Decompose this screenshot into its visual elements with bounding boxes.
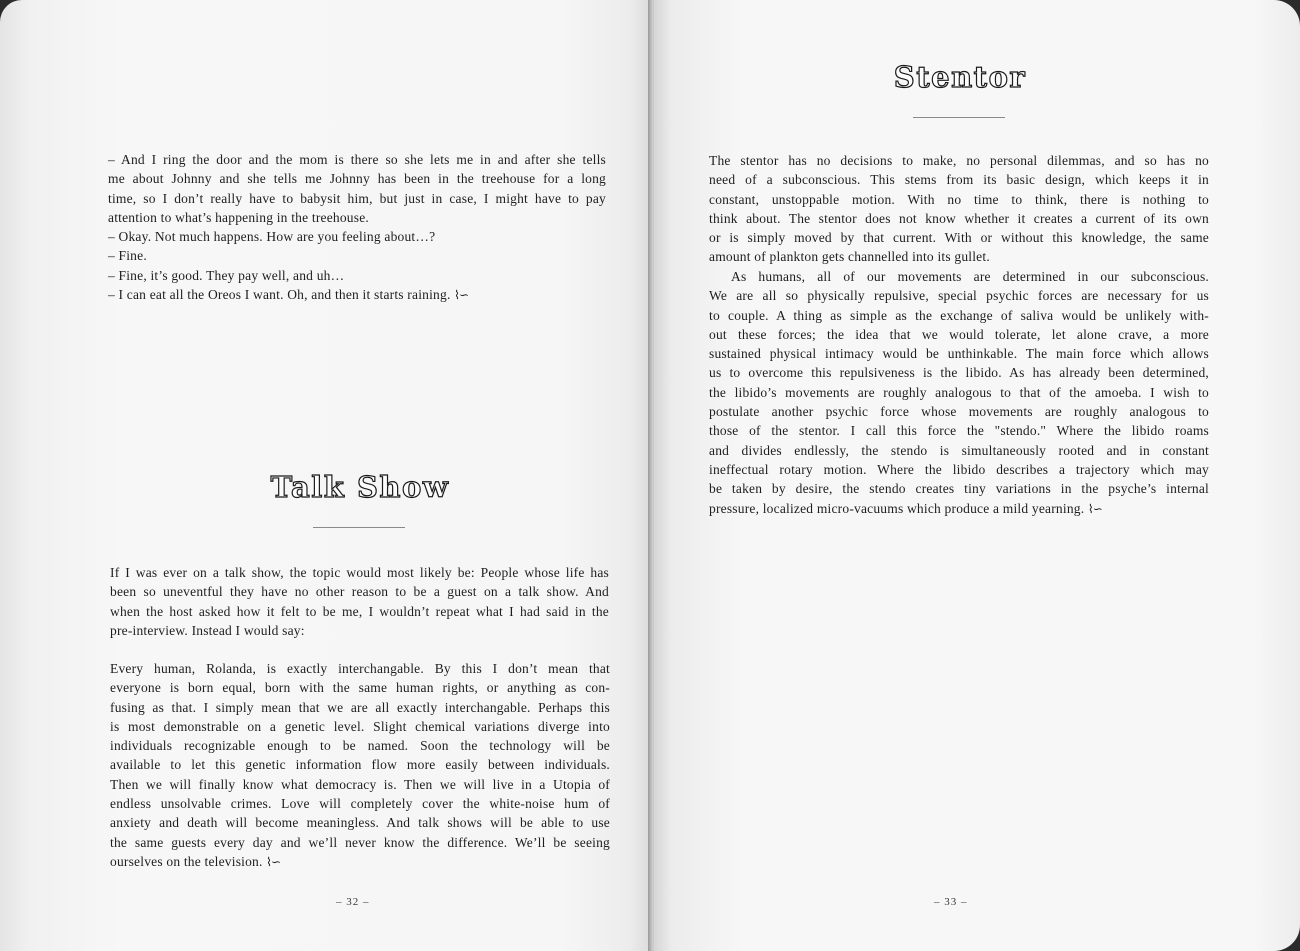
text-line: postulate another psychic force whose movements are roughly analogous to: [709, 404, 1209, 420]
talk-show-paragraph-1: [110, 563, 609, 640]
text-line: [110, 852, 610, 872]
text-line: me about Johnny and she tells me Johnny has been in the treehouse for a long: [108, 171, 606, 187]
text-line: and divides endlessly, the stendo is simultaneously rooted and in constant: [709, 442, 1209, 458]
text-line-content: – I can eat all the Oreos I want. Oh, and then it starts raining.: [108, 287, 451, 303]
text-line: be taken by desire, the stendo creates tiny variations in the psyche’s internal: [709, 481, 1209, 497]
text-line: the same guests every day and we’ll never know the difference. We’ll be seeing: [110, 834, 610, 850]
text-line: [108, 285, 606, 305]
text-line: pre-interview. Instead I would say:: [110, 622, 305, 638]
title-rule: [313, 527, 405, 528]
text-line: Every human, Rolanda, is exactly interchangable. By this I don’t mean that: [110, 661, 610, 676]
text-line: – Fine, it’s good. They pay well, and uh…: [108, 267, 345, 283]
text-line: is most demonstrable on a genetic level. Slight chemical variations diverge into: [110, 718, 610, 734]
text-line: the libido’s movements are roughly analogous to that of the amoeba. I wish to: [709, 384, 1209, 400]
page-number: – 32 –: [336, 896, 370, 908]
section-title-talk-show: Talk Show: [270, 470, 450, 504]
text-line: If I was ever on a talk show, the topic would most likely be: People whose life has: [110, 565, 609, 580]
text-line: need of a subconscious. This stems from its basic design, which keeps it in: [709, 172, 1209, 188]
text-line: sustained physical intimacy would be unthinkable. The main force which allows: [709, 346, 1209, 362]
text-line: been so uneventful they have no other reason to be a guest on a talk show. And: [110, 584, 609, 600]
right-page: [654, 0, 1300, 951]
text-line: anxiety and death will become meaningless. And talk shows will be able to use: [110, 815, 610, 831]
text-line: [709, 499, 1209, 519]
text-line: available to let this genetic information flow more easily between individuals.: [110, 757, 610, 773]
text-line: to couple. A thing as simple as the exchange of saliva would be unlikely with-: [709, 307, 1209, 323]
text-line: individuals recognizable enough to be named. Soon the technology will be: [110, 738, 610, 754]
stentor-paragraph-2: [709, 267, 1209, 519]
text-line: endless unsolvable crimes. Love will completely cover the white-noise hum of: [110, 796, 610, 812]
text-line: everyone is born equal, born with the same human rights, or anything as con-: [110, 680, 610, 696]
text-line: ineffectual rotary motion. Where the libido describes a trajectory which may: [709, 461, 1209, 477]
text-line: or is simply moved by that current. With or without this knowledge, the same: [709, 230, 1209, 246]
text-line: Then we will finally know what democracy is. Then we will live in a Utopia of: [110, 776, 610, 792]
text-line: amount of plankton gets channelled into its gullet.: [709, 249, 990, 265]
text-line: out these forces; the idea that we would tolerate, let alone crave, a more: [709, 326, 1209, 342]
text-line: We are all so physically repulsive, special psychic forces are necessary for us: [709, 288, 1209, 304]
text-line: fusing as that. I simply mean that we are all exactly interchangable. Perhaps this: [110, 699, 610, 715]
section-title-stentor: Stentor: [893, 60, 1027, 94]
end-ornament-icon: ⌇∽: [266, 854, 281, 869]
text-line: when the host asked how it felt to be me, I wouldn’t repeat what I had said in the: [110, 603, 609, 619]
text-line-content: ourselves on the television.: [110, 853, 263, 869]
text-line: attention to what’s happening in the treehouse.: [108, 209, 369, 225]
title-rule: [913, 117, 1005, 118]
text-line: – Okay. Not much happens. How are you feeling about…?: [108, 229, 436, 245]
end-ornament-icon: ⌇∽: [454, 288, 469, 303]
stentor-paragraph-1: [709, 151, 1209, 267]
end-ornament-icon: ⌇∽: [1087, 501, 1102, 516]
text-line: – Fine.: [108, 248, 147, 264]
page-number: – 33 –: [934, 896, 968, 908]
text-line: think about. The stentor does not know whether it creates a current of its own: [709, 210, 1209, 226]
text-line: The stentor has no decisions to make, no personal dilemmas, and so has no: [709, 153, 1209, 168]
text-line: time, so I don’t really have to babysit him, but just in case, I might have to pay: [108, 190, 606, 206]
text-line: – And I ring the door and the mom is there so she lets me in and after she tells: [108, 152, 606, 167]
dialogue-block: [108, 150, 606, 305]
talk-show-paragraph-2: [110, 659, 610, 872]
text-line: us to overcome this repulsiveness is the libido. As has already been determined,: [709, 365, 1209, 381]
text-line: As humans, all of our movements are determined in our subconscious.: [731, 269, 1209, 284]
text-line: those of the stentor. I call this force the "stendo." Where the libido roams: [709, 423, 1209, 439]
text-line: constant, unstoppable motion. With no time to think, there is nothing to: [709, 191, 1209, 207]
text-line-content: pressure, localized micro-vacuums which produce a mild yearning.: [709, 500, 1085, 516]
